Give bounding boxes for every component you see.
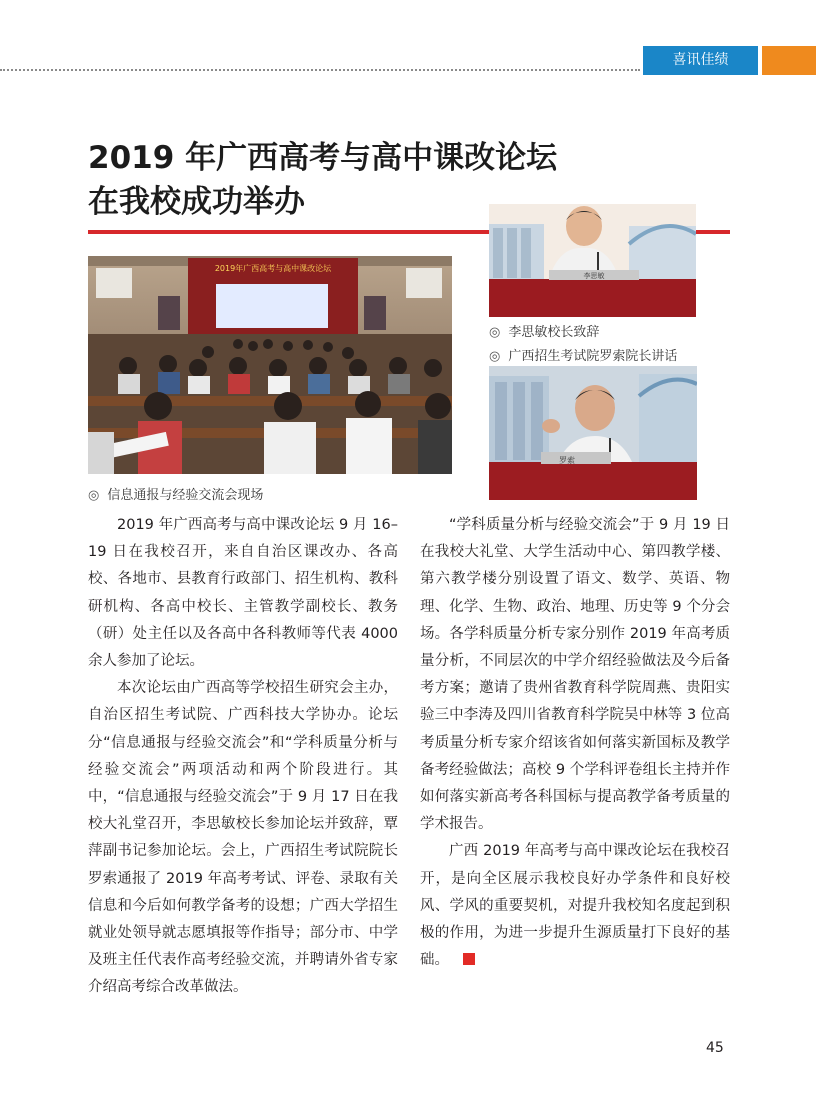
- caption-principal-li: [489, 321, 599, 340]
- section-tag: 喜讯佳绩: [643, 46, 758, 75]
- section-tag-accent: [762, 46, 816, 75]
- principal-li-illustration: [489, 204, 696, 317]
- paragraph: “学科质量分析与经验交流会”于 9 月 19 日在我校大礼堂、大学生活动中心、第四教学楼、第六教学楼分别设置了语文、数学、英语、物理、化学、生物、政治、地理、历史等 9 个分会场。各学科质量分析专家分别作 2019 年高考质量分析，不同层次的中学介绍经验做法及今后备考方案；邀请了贵州省教育科学院周燕、贵阳实验三中李涛及四川省教育科学院吴中林等 3 位高考质量分析专家介绍该省如何落实新国标及教学备考经验做法；高校 9 个学科评卷组长主持并作如何落实新高考各科国标与提高教学备考质量的学术报告。: [420, 517, 730, 833]
- end-of-article-mark: [463, 953, 475, 965]
- director-luo-illustration: [489, 366, 697, 500]
- caption-bullet: ◎: [88, 488, 100, 503]
- director-luo-speech-photo: [489, 366, 697, 500]
- title-line-2: 在我校成功举办: [88, 184, 305, 220]
- caption-bullet: ◎: [489, 325, 501, 340]
- caption-bullet: ◎: [489, 349, 501, 364]
- caption-text: 李思敏校长致辞: [508, 325, 600, 340]
- page-number: 45: [706, 1040, 724, 1056]
- caption-text: 广西招生考试院罗索院长讲话: [508, 349, 678, 364]
- caption-forum-venue: [88, 484, 263, 503]
- forum-venue-photo: [88, 256, 452, 474]
- nameplate-li: 李思敏: [583, 272, 605, 280]
- principal-li-speech-photo: [489, 204, 696, 317]
- article-column-left: [88, 512, 398, 1002]
- paragraph-final: [420, 838, 730, 974]
- paragraph: 2019 年广西高考与高中课改论坛 9 月 16–19 日在我校召开，来自自治区课改办、各高校、各地市、县教育行政部门、招生机构、教科研机构、各高中校长、主管教学副校长、教务（研）处主任以及各高中各科教师等代表 4000 余人参加了论坛。: [88, 517, 398, 670]
- caption-director-luo: [489, 345, 677, 364]
- caption-text: 信息通报与经验交流会现场: [107, 488, 264, 503]
- header-dotted-rule: [0, 69, 640, 71]
- title-line-1: 2019 年广西高考与高中课改论坛: [88, 140, 558, 176]
- nameplate-luo: 罗索: [559, 456, 575, 465]
- paragraph: 本次论坛由广西高等学校招生研究会主办，自治区招生考试院、广西科技大学协办。论坛分“信息通报与经验交流会”和“学科质量分析与经验交流会”两项活动和两个阶段进行。其中，“信息通报与经验交流会”于 9 月 17 日在我校大礼堂召开，李思敏校长参加论坛并致辞，覃萍副书记参加论坛。会上，广西招生考试院院长罗索通报了 2019 年高考考试、评卷、录取有关信息和今后如何教学备考的设想；广西大学招生就业处领导就志愿填报等作指导；部分市、中学及班主任代表作高考经验交流，并聘请外省专家介绍高考综合改革做法。: [88, 680, 398, 996]
- paragraph-final-text: 广西 2019 年高考与高中课改论坛在我校召开，是向全区展示我校良好办学条件和良好校风、学风的重要契机，对提升我校知名度起到积极的作用，为进一步提升生源质量打下良好的基础。: [420, 843, 730, 969]
- stage-banner: 2019年广西高考与高中课改论坛: [214, 264, 332, 273]
- forum-venue-illustration: [88, 256, 452, 474]
- article-column-right: [420, 512, 730, 974]
